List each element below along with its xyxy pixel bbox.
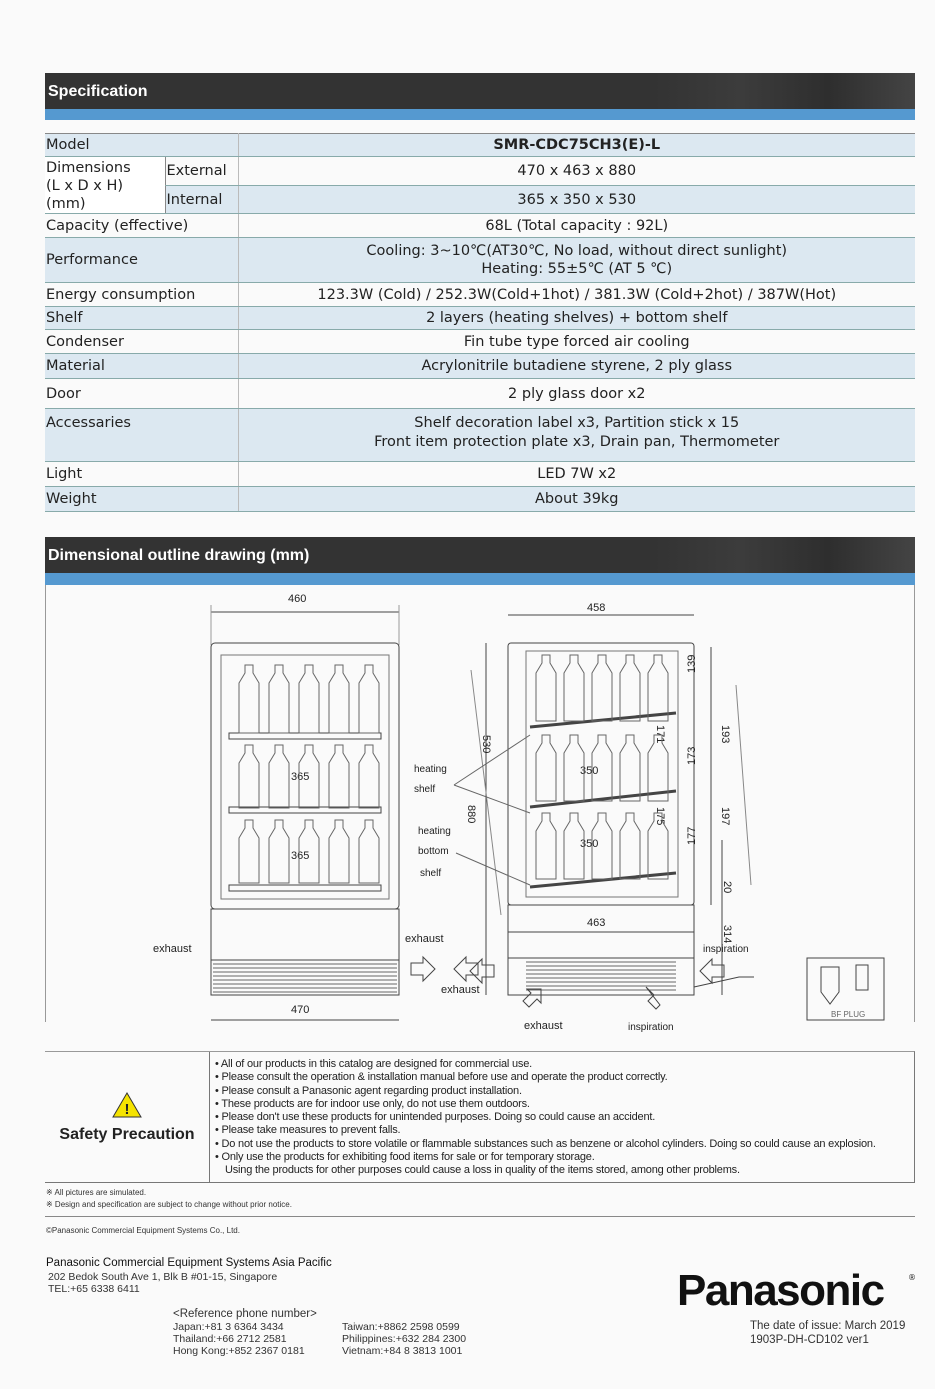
bottle-icon xyxy=(564,655,584,721)
bottle-icon xyxy=(359,665,379,733)
safety-item-continuation: Using the products for other purposes could cause a loss in quality of the items stored, among other problems. xyxy=(225,1164,740,1177)
table-row xyxy=(45,379,915,409)
phone-entry: Vietnam:+84 8 3813 1001 xyxy=(342,1345,463,1357)
callout-label: shelf xyxy=(414,784,436,795)
value-line: Front item protection plate x3, Drain pan, Thermometer xyxy=(374,433,780,450)
table-row xyxy=(45,307,915,330)
safety-item-text: Please take measures to prevent falls. xyxy=(221,1124,401,1137)
table-row xyxy=(45,487,915,512)
exhaust-label: exhaust xyxy=(153,943,192,955)
shelf xyxy=(229,733,381,739)
row-value: 2 ply glass door x2 xyxy=(238,379,915,409)
accent-band xyxy=(45,109,915,120)
row-label: Condenser xyxy=(45,330,238,354)
bottle-icon xyxy=(329,665,349,733)
row-label: Shelf xyxy=(45,307,238,330)
row-label xyxy=(45,157,165,214)
safety-title-cell xyxy=(45,1052,210,1182)
row-label: Model xyxy=(45,134,238,157)
callout-label: bottom xyxy=(418,846,449,857)
row-label: Light xyxy=(45,462,238,487)
note: ※ All pictures are simulated. xyxy=(46,1188,147,1197)
exhaust-label: exhaust xyxy=(405,933,444,945)
dim-label: 175 xyxy=(654,807,666,826)
bottle-icon xyxy=(239,745,259,808)
row-label: Material xyxy=(45,354,238,379)
safety-precaution-box xyxy=(45,1051,915,1183)
dim-label: 458 xyxy=(587,602,606,614)
row-value: 470 x 463 x 880 xyxy=(238,157,915,186)
reference-title: <Reference phone number> xyxy=(173,1308,317,1320)
safety-item: • Do not use the products to store volatile or flammable substances such as benzene or alcohol cylinders. Doing so could cause an explosion. xyxy=(215,1137,876,1150)
spec-table xyxy=(45,133,915,512)
safety-item-text: All of our products in this catalog are designed for commercial use. xyxy=(220,1058,532,1070)
copyright: ©Panasonic Commercial Equipment Systems Co., Ltd. xyxy=(46,1226,240,1235)
row-value: About 39kg xyxy=(238,487,915,512)
safety-title: Safety Precaution xyxy=(59,1126,195,1143)
bottle-icon xyxy=(620,735,640,801)
table-row xyxy=(45,214,915,238)
table-row xyxy=(45,354,915,379)
row-value: SMR-CDC75CH3(E)-L xyxy=(238,134,915,157)
panasonic-logo xyxy=(677,1266,884,1316)
document-code: 1903P-DH-CD102 ver1 xyxy=(750,1334,869,1346)
safety-item: • Please consult the operation & installation manual before use and operate the product correctly. xyxy=(215,1071,668,1084)
table-row xyxy=(45,409,915,462)
table-row xyxy=(45,283,915,307)
row-label: Accessaries xyxy=(45,409,238,462)
bottle-icon xyxy=(359,745,379,808)
phone-entry: Hong Kong:+852 2367 0181 xyxy=(173,1345,305,1357)
accent-band xyxy=(45,573,915,585)
company-name: Panasonic Commercial Equipment Systems Asia Pacific xyxy=(46,1257,332,1269)
sub-label: Internal xyxy=(165,186,238,214)
bottle-icon xyxy=(536,735,556,801)
bottle-icon xyxy=(592,655,612,721)
dim-label: 171 xyxy=(654,725,666,744)
glass-door xyxy=(526,651,678,897)
dimension-line xyxy=(736,685,751,885)
row-label: Energy consumption xyxy=(45,283,238,307)
safety-item: • Please consult a Panasonic agent regarding product installation. xyxy=(215,1084,522,1097)
note: ※ Design and specification are subject to change without prior notice. xyxy=(46,1200,292,1209)
power-cord xyxy=(694,977,754,987)
row-label: Weight xyxy=(45,487,238,512)
row-value: 123.3W (Cold) / 252.3W(Cold+1hot) / 381.3W (Cold+2hot) / 387W(Hot) xyxy=(238,283,915,307)
row-value xyxy=(238,409,915,462)
bottle-icon xyxy=(299,665,319,733)
safety-item: • Please take measures to prevent falls. xyxy=(215,1124,401,1137)
outline-drawing xyxy=(46,585,916,1035)
table-row xyxy=(45,462,915,487)
row-value: 365 x 350 x 530 xyxy=(238,186,915,214)
reference-col-2 xyxy=(342,1321,466,1357)
safety-item-text: Only use the products for exhibiting food items for sale or for temporary storage. xyxy=(221,1151,595,1164)
bottle-icon xyxy=(620,655,640,721)
plug-label: BF PLUG xyxy=(831,1010,866,1019)
phone-entry: Japan:+81 3 6364 3434 xyxy=(173,1321,284,1333)
section-title: Specification xyxy=(48,83,148,100)
shelf xyxy=(229,885,381,891)
dim-label: 173 xyxy=(686,746,698,765)
value-line: Heating: 55±5℃ (AT 5 ℃) xyxy=(481,261,673,278)
bottle-icon xyxy=(269,820,289,883)
row-value xyxy=(238,238,915,283)
safety-item-text: Please don't use these products for unintended purposes. Doing so could cause an accident. xyxy=(221,1111,656,1124)
row-value: 68L (Total capacity : 92L) xyxy=(238,214,915,238)
dim-label: 193 xyxy=(719,725,731,744)
phone-entry: Philippines:+632 284 2300 xyxy=(342,1333,467,1345)
row-value: Fin tube type forced air cooling xyxy=(238,330,915,354)
row-value: 2 layers (heating shelves) + bottom shelf xyxy=(238,307,915,330)
specification-header xyxy=(45,73,915,109)
safety-item-text: Please consult the operation & installation manual before use and operate the product correctly. xyxy=(221,1071,668,1084)
side-view xyxy=(454,615,884,1020)
dim-label: 365 xyxy=(291,850,310,862)
value-line: Cooling: 3~10℃(AT30℃, No load, without direct sunlight) xyxy=(366,243,788,260)
row-label: Capacity (effective) xyxy=(45,214,238,238)
phone-entry: Thailand:+66 2712 2581 xyxy=(173,1333,287,1345)
registered-mark: ® xyxy=(908,1273,916,1282)
sub-label: External xyxy=(165,157,238,186)
safety-item: • Please don't use these products for unintended purposes. Doing so could cause an accident. xyxy=(215,1111,656,1124)
inspiration-label: inspiration xyxy=(628,1022,674,1033)
dim-label: 470 xyxy=(291,1004,310,1016)
bottle-icon xyxy=(329,745,349,808)
section-title: Dimensional outline drawing (mm) xyxy=(48,547,310,564)
exhaust-arrow-icon xyxy=(523,989,541,1007)
table-row xyxy=(45,330,915,354)
cabinet-base xyxy=(211,909,399,960)
front-view xyxy=(211,605,478,1020)
exhaust-label: exhaust xyxy=(524,1020,563,1032)
drawing-frame xyxy=(45,585,915,1033)
company-address: 202 Bedok South Ave 1, Blk B #01-15, Singapore xyxy=(48,1271,278,1283)
inspiration-label: inspiration xyxy=(703,944,749,955)
row-label: Performance xyxy=(45,238,238,283)
bottle-icon xyxy=(536,813,556,879)
safety-item-text: Do not use the products to store volatile or flammable substances such as benzene or alcohol cylinders. Doing so could cause an explosion. xyxy=(221,1137,876,1150)
dim-label: 530 xyxy=(480,735,492,754)
safety-item: • These products are for indoor use only, do not use them outdoors. xyxy=(215,1097,530,1110)
dim-label: 365 xyxy=(291,771,310,783)
dim-label: 350 xyxy=(580,765,599,777)
company-tel: TEL:+65 6338 6411 xyxy=(48,1283,140,1295)
dim-label: 139 xyxy=(686,654,698,673)
row-value: LED 7W x2 xyxy=(238,462,915,487)
bottle-icon xyxy=(359,820,379,883)
safety-item-text: These products are for indoor use only, do not use them outdoors. xyxy=(221,1097,530,1110)
inspiration-arrow-icon xyxy=(700,959,724,983)
safety-item-text: Please consult a Panasonic agent regarding product installation. xyxy=(221,1084,522,1097)
callout-label: heating xyxy=(414,764,447,775)
table-row xyxy=(45,186,915,214)
exhaust-arrow-icon xyxy=(454,957,478,981)
table-row xyxy=(45,238,915,283)
divider xyxy=(45,1216,915,1217)
value-line: Shelf decoration label x3, Partition stick x 15 xyxy=(414,415,740,432)
row-label: Door xyxy=(45,379,238,409)
issue-date: The date of issue: March 2019 xyxy=(750,1320,906,1332)
callout-label: shelf xyxy=(420,868,442,879)
reference-col-1 xyxy=(173,1321,305,1357)
callout-label: heating xyxy=(418,826,451,837)
safety-item: • All of our products in this catalog are designed for commercial use. xyxy=(215,1058,532,1070)
label-line: (L x D x H) (mm) xyxy=(46,178,124,213)
bottle-icon xyxy=(239,665,259,733)
bottle-icon xyxy=(620,813,640,879)
bottle-icon xyxy=(536,655,556,721)
dim-label: 197 xyxy=(719,807,731,826)
exhaust-arrow-icon xyxy=(411,957,435,981)
plug-icon xyxy=(821,965,868,1004)
row-value: Acrylonitrile butadiene styrene, 2 ply glass xyxy=(238,354,915,379)
louver xyxy=(211,960,399,995)
bottle-icon xyxy=(648,655,668,721)
phone-entry: Taiwan:+8862 2598 0599 xyxy=(342,1321,460,1333)
dim-label: 880 xyxy=(465,805,477,824)
table-row xyxy=(45,134,915,157)
drawing-header xyxy=(45,537,915,573)
bottle-icon xyxy=(269,665,289,733)
dim-label: 20 xyxy=(721,881,733,894)
bottle-icon xyxy=(329,820,349,883)
label-line: Dimensions xyxy=(46,160,131,176)
bottle-icon xyxy=(239,820,259,883)
dim-label: 177 xyxy=(686,826,698,845)
dim-label: 350 xyxy=(580,838,599,850)
warning-icon xyxy=(112,1092,142,1118)
safety-item: • Only use the products for exhibiting food items for sale or for temporary storage. xyxy=(215,1151,595,1164)
table-row xyxy=(45,157,915,186)
dim-label: 463 xyxy=(587,917,606,929)
exhaust-label: exhaust xyxy=(441,984,480,996)
dim-label: 460 xyxy=(288,593,307,605)
dim-label: 314 xyxy=(721,925,733,944)
bottle-icon xyxy=(269,745,289,808)
svg-text:!: ! xyxy=(124,1101,130,1118)
logo-text: Panasonic xyxy=(677,1266,884,1315)
safety-list xyxy=(215,1058,876,1178)
